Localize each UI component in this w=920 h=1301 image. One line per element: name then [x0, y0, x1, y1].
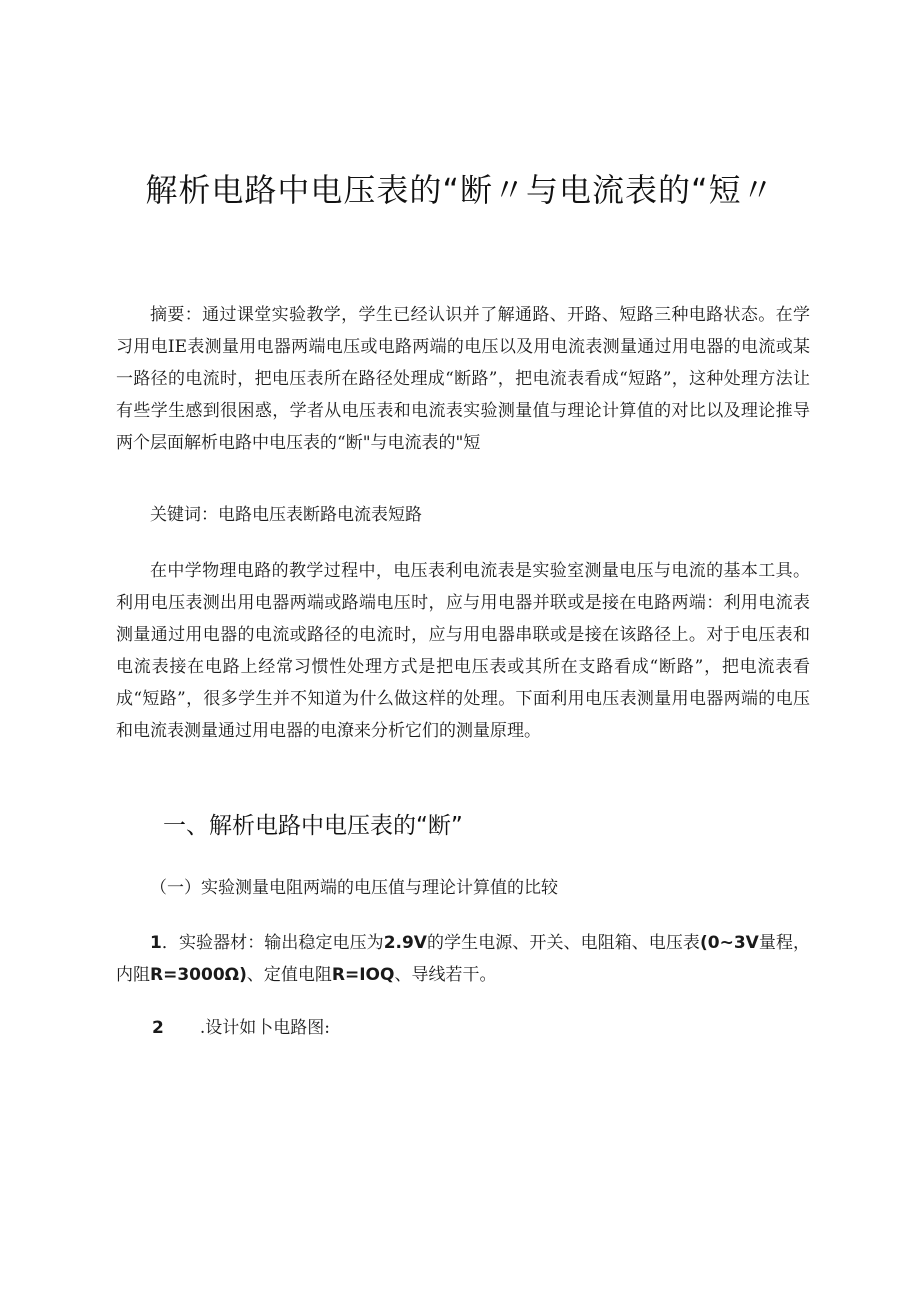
materials-text-b: 的学生电源、开关、电阻箱、电压表 — [426, 933, 700, 953]
circuit-text: .设计如卜电路图: — [199, 1018, 330, 1038]
section-heading: 一、解析电路中电压表的“断” — [163, 813, 463, 839]
voltage-value: 2.9V — [383, 933, 427, 953]
materials-text-a: ．实验器材：输出稳定电压为 — [161, 933, 384, 953]
keywords-line: 关键词：电路电压表断路电流表短路 — [150, 505, 422, 525]
list-item-materials — [116, 927, 810, 991]
fixed-resistor-value: R=IOQ — [331, 965, 395, 985]
intro-paragraph: 在中学物理电路的教学过程中，电压表利电流表是实验室测量电压与电流的基本工具。利用电压表测出用电器两端或路端电压时，应与用电器并联或是接在电路两端：利用电流表测量通过用电器的电流或路径的电流时，应与用电器串联或是接在该路径上。对于电压表和电流表接在电路上经常习惯性处理方式是把电压表或其所在支路看成“断路”，把电流表看成“短路”，很多学生并不知道为什么做这样的处理。下面利用电压表测量用电器两端的电压和电流表测量通过用电器的电潦来分析它们的测量原理。 — [116, 561, 810, 741]
resistance-value: R=3000Ω) — [150, 965, 247, 985]
list-item-circuit — [152, 1012, 330, 1044]
subsection-heading: （一）实验测量电阻两端的电压值与理论计算值的比较 — [150, 878, 558, 898]
list-item-number: 1 — [150, 933, 162, 953]
materials-text-c: 量程，内阻 — [116, 933, 811, 985]
abstract-paragraph: 摘要：通过课堂实验教学，学生已经认识并了解通路、开路、短路三种电路状态。在学习用电IE表测量用电器两端电压或电路两端的电压以及用电流表测量通过用电器的电流或某一路径的电流时，把电压表所在路径处理成“断路”，把电流表看成“短路”，这种处理方法让有些学生感到很困惑，学者从电压表和电流表实验测量值与理论计算值的对比以及理论推导两个层面解析电路中电压表的“断"与电流表的"短 — [116, 305, 810, 453]
list-item-number: 2 — [152, 1018, 164, 1038]
page-title: 解析电路中电压表的“断〃与电流表的“短〃 — [145, 171, 775, 209]
materials-text-d: 、定值电阻 — [246, 965, 332, 985]
range-value: (0~3V — [700, 933, 759, 953]
materials-text-e: 、导线若干。 — [394, 965, 497, 985]
